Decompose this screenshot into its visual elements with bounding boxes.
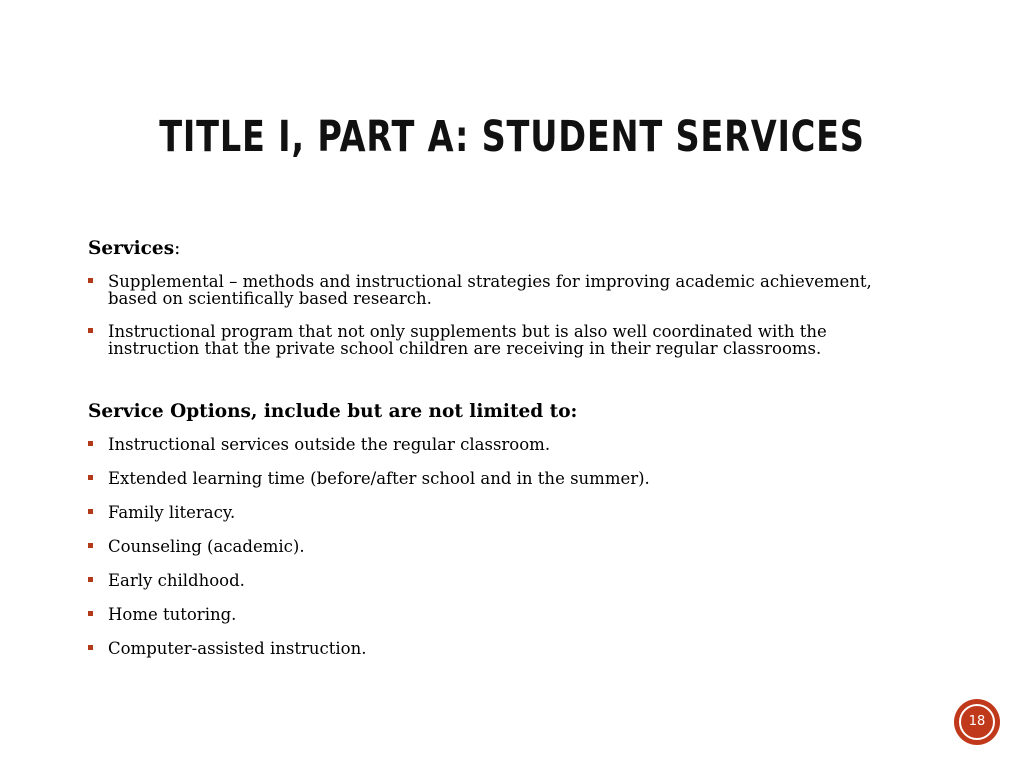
list-item-text: Supplemental – methods and instructional strategies for improving academic achievement, based on scientifically based research. [108, 272, 872, 308]
square-bullet-icon [88, 328, 93, 333]
list-item-text: Computer-assisted instruction. [108, 639, 367, 658]
services-heading-label: Services [88, 238, 175, 259]
services-heading [88, 236, 918, 262]
services-heading-colon: : [174, 238, 181, 259]
square-bullet-icon [88, 577, 93, 582]
list-item-text: Instructional program that not only supplements but is also well coordinated with the instruction that the private school children are receiving in their regular classrooms. [108, 322, 827, 358]
list-item [88, 504, 918, 521]
service-options-heading: Service Options, include but are not limited to: [88, 401, 578, 422]
page-number-badge [955, 700, 999, 744]
list-item-text: Extended learning time (before/after school and in the summer). [108, 469, 650, 488]
square-bullet-icon [88, 475, 93, 480]
list-item-text: Family literacy. [108, 503, 236, 522]
square-bullet-icon [88, 441, 93, 446]
list-item [88, 538, 918, 555]
list-item [88, 572, 918, 589]
square-bullet-icon [88, 611, 93, 616]
list-item-text: Home tutoring. [108, 605, 237, 624]
slide-title: TITLE I, PART A: STUDENT SERVICES [159, 112, 865, 162]
list-item [88, 470, 918, 487]
list-item [88, 640, 918, 657]
list-item [88, 323, 918, 357]
square-bullet-icon [88, 509, 93, 514]
page-number: 18 [959, 704, 995, 740]
list-item-text: Counseling (academic). [108, 537, 305, 556]
list-item [88, 273, 918, 307]
list-item [88, 436, 918, 453]
square-bullet-icon [88, 278, 93, 283]
service-options-list [88, 436, 918, 657]
list-item-text: Early childhood. [108, 571, 245, 590]
list-item-text: Instructional services outside the regular classroom. [108, 435, 551, 454]
list-item [88, 606, 918, 623]
slide-content [88, 236, 918, 674]
services-list [88, 273, 918, 357]
square-bullet-icon [88, 645, 93, 650]
square-bullet-icon [88, 543, 93, 548]
